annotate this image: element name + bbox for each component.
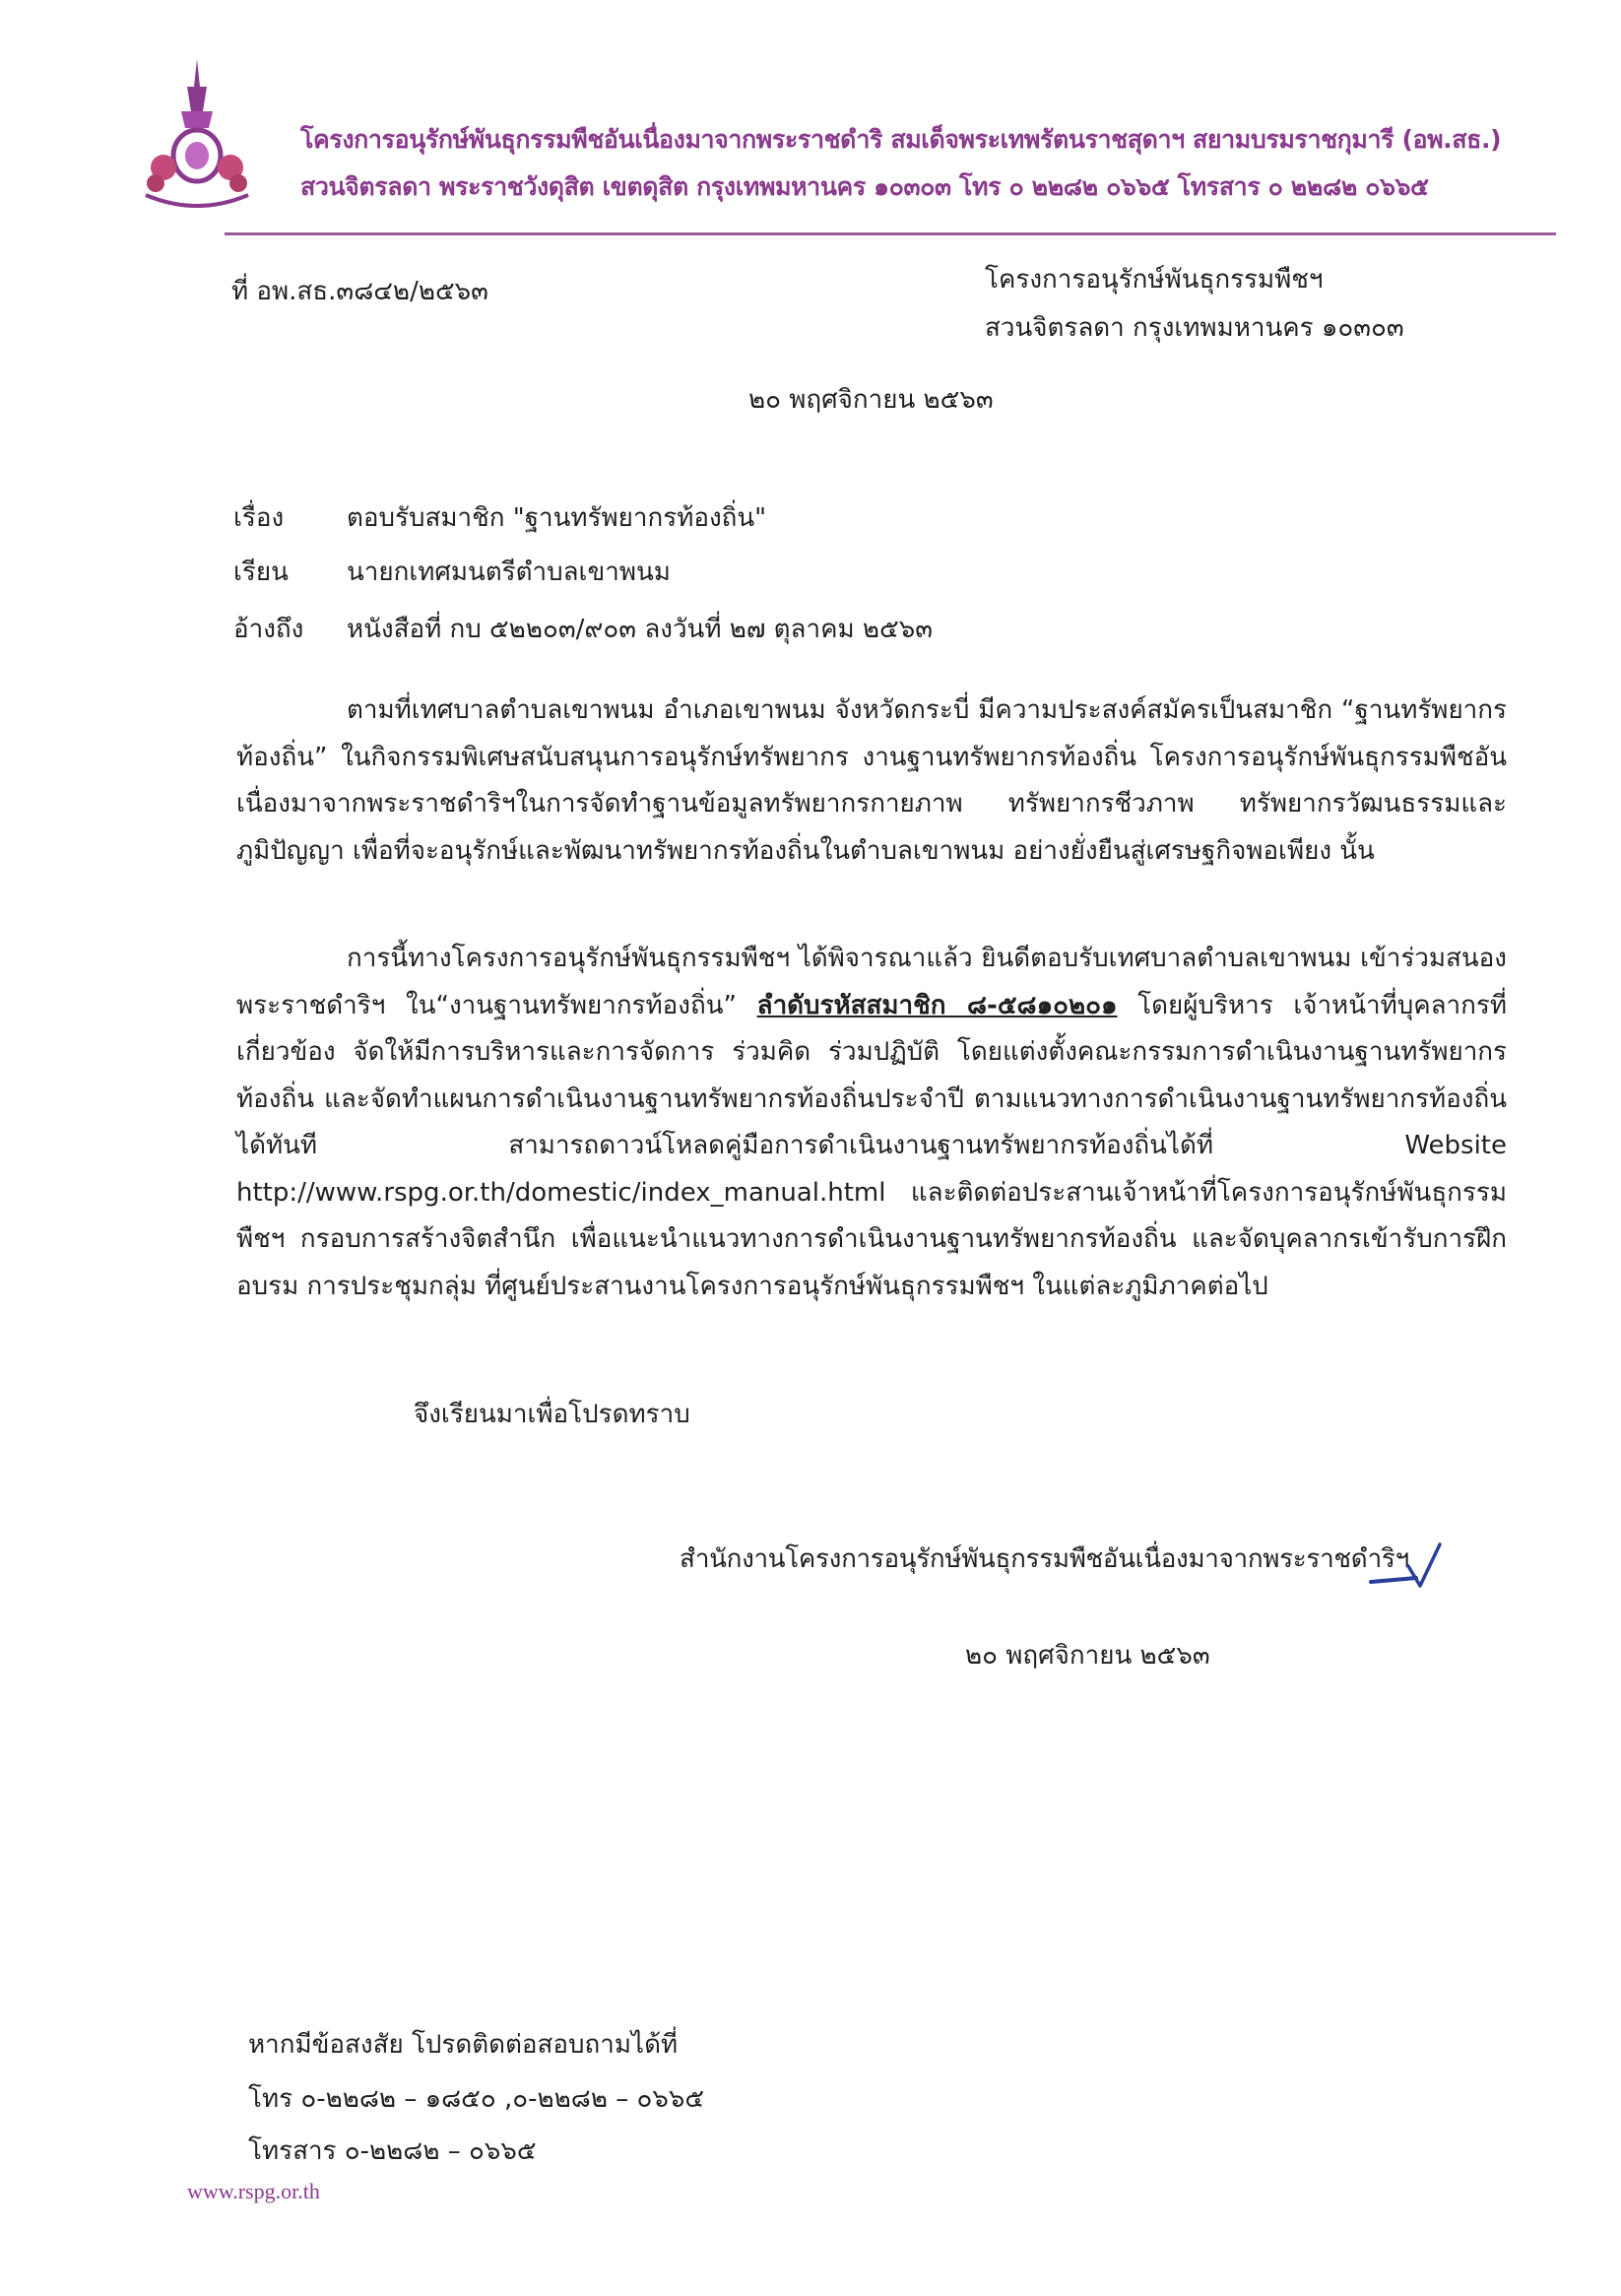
sender-line-1: โครงการอนุรักษ์พันธุกรรมพืชฯ (985, 265, 1324, 295)
document-number: ที่ อพ.สธ.๓๘๔๒/๒๕๖๓ (231, 277, 488, 306)
signature (1369, 1537, 1448, 1596)
to-label: เรียน (233, 558, 289, 587)
body-paragraph-2 (236, 936, 1507, 1310)
sender-line-2: สวนจิตรลดา กรุงเทพมหานคร ๑๐๓๐๓ (985, 313, 1404, 343)
signature-mark-icon (1369, 1537, 1448, 1596)
subject-label: เรื่อง (233, 503, 285, 533)
reference-label: อ้างถึง (233, 615, 304, 644)
footer-website[interactable]: www.rspg.or.th (187, 2179, 320, 2203)
to-text: นายกเทศมนตรีตำบลเขาพนม (347, 558, 671, 587)
contact-line-1: หากมีข้อสงสัย โปรดติดต่อสอบถามได้ที่ (248, 2030, 679, 2060)
paragraph-2-before: การนี้ทางโครงการอนุรักษ์พันธุกรรมพืชฯ ได้พิจารณาแล้ว ยินดีตอบรับเทศบาลตำบลเขาพนม เข้าร่วมสนองพระราชดำริฯ ใน“งานฐานทรัพยากรท้องถิ่น” (236, 944, 1507, 1020)
member-code: ลำดับรหัสสมาชิก ๘-๕๘๑๐๒๐๑ (756, 990, 1118, 1020)
contact-phone: โทร ๐-๒๒๘๒ – ๑๘๕๐ ,๐-๒๒๘๒ – ๐๖๖๕ (248, 2084, 705, 2114)
signoff-office: สำนักงานโครงการอนุรักษ์พันธุกรรมพืชอันเนื่องมาจากพระราชดำริฯ (680, 1544, 1409, 1574)
letterhead-divider (225, 232, 1556, 235)
closing-line: จึงเรียนมาเพื่อโปรดทราบ (414, 1400, 690, 1429)
letterhead-logo (138, 57, 256, 215)
document-date: ๒๐ พฤศจิกายน ๒๕๖๓ (748, 385, 994, 415)
signoff-date: ๒๐ พฤศจิกายน ๒๕๖๓ (965, 1641, 1210, 1671)
royal-emblem-icon (138, 57, 256, 215)
contact-fax: โทรสาร ๐-๒๒๘๒ – ๐๖๖๕ (248, 2136, 537, 2166)
body-paragraph-1: ตามที่เทศบาลตำบลเขาพนม อำเภอเขาพนม จังหวัดกระบี่ มีความประสงค์สมัครเป็นสมาชิก “ฐานทรัพยากรท้องถิ่น” ในกิจกรรมพิเศษสนับสนุนการอนุรักษ์ทรัพยากร งานฐานทรัพยากรท้องถิ่น โครงการอนุรักษ์พันธุกรรมพืชอันเนื่องมาจากพระราชดำริฯในการจัดทำฐานข้อมูลทรัพยากรกายภาพ ทรัพยากรชีวภาพ ทรัพยากรวัฒนธรรมและภูมิปัญญา เพื่อที่จะอนุรักษ์และพัฒนาทรัพยากรท้องถิ่นในตำบลเขาพนม อย่างยั่งยืนสู่เศรษฐกิจพอเพียง นั้น (236, 695, 1507, 866)
letterhead-line-2: สวนจิตรลดา พระราชวังดุสิต เขตดุสิต กรุงเทพมหานคร ๑๐๓๐๓ โทร ๐ ๒๒๘๒ ๐๖๖๕ โทรสาร ๐ ๒๒๘๒ ๐๖๖๕ (300, 172, 1429, 201)
paragraph-2-after: โดยผู้บริหาร เจ้าหน้าที่บุคลากรที่เกี่ยวข้อง จัดให้มีการบริหารและการจัดการ ร่วมคิด ร่วมปฏิบัติ โดยแต่งตั้งคณะกรรมการดำเนินงานฐานทรัพยากรท้องถิ่น และจัดทำแผนการดำเนินงานฐานทรัพยากรท้องถิ่นประจำปี ตามแนวทางการดำเนินงานฐานทรัพยากรท้องถิ่นได้ทันที สามารถดาวน์โหลดคู่มือการดำเนินงานฐานทรัพยากรท้องถิ่นได้ที่ Website http://www.rspg.or.th/domestic/index_manual.html และติดต่อประสานเจ้าหน้าที่โครงการอนุรักษ์พันธุกรรมพืชฯ กรอบการสร้างจิตสำนึก เพื่อแนะนำแนวทางการดำเนินงานฐานทรัพยากรท้องถิ่น และจัดบุคลากรเข้ารับการฝึกอบรม การประชุมกลุ่ม ที่ศูนย์ประสานงานโครงการอนุรักษ์พันธุกรรมพืชฯ ในแต่ละภูมิภาคต่อไป (236, 990, 1507, 1301)
reference-text: หนังสือที่ กบ ๕๒๒๐๓/๙๐๓ ลงวันที่ ๒๗ ตุลาคม ๒๕๖๓ (347, 615, 933, 644)
letterhead-line-1: โครงการอนุรักษ์พันธุกรรมพืชอันเนื่องมาจากพระราชดำริ สมเด็จพระเทพรัตนราชสุดาฯ สยามบรมราชกุมารี (อพ.สธ.) (300, 125, 1502, 154)
subject-text: ตอบรับสมาชิก "ฐานทรัพยากรท้องถิ่น" (347, 503, 767, 533)
